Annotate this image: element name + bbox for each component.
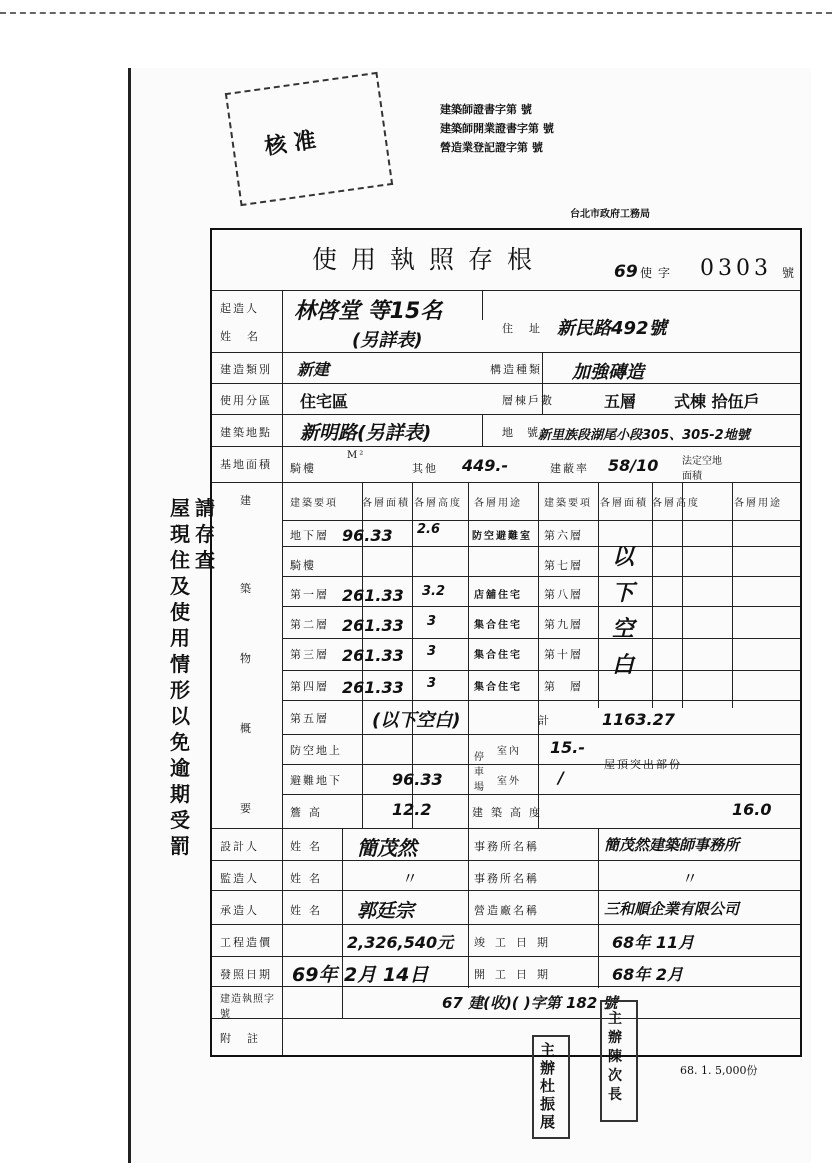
lot-label: 地號	[502, 426, 552, 439]
use-zone-label: 使用分區	[220, 394, 272, 407]
floor1-height: 3.2	[422, 584, 446, 599]
address-value: 新民路492號	[557, 318, 667, 339]
site-label: 建築地點	[220, 426, 272, 439]
permit-stub-form	[210, 228, 802, 1057]
start-label: 開工日期	[474, 968, 558, 981]
col-item-header: 建築要項	[290, 498, 338, 509]
side-note-col1: 請存查	[195, 496, 215, 572]
households-value: 式棟 拾伍戶	[674, 392, 760, 411]
parking-label: 停車場	[474, 752, 484, 793]
owner-label: 起造人	[220, 302, 259, 315]
floor8-label: 第八層	[544, 588, 583, 601]
building-label-2: 築	[240, 582, 253, 595]
contractor-name-label: 姓名	[290, 904, 328, 917]
arcade-label: 騎樓	[290, 462, 316, 475]
floor3-use: 集合住宅	[474, 650, 522, 661]
basement-height: 2.6	[417, 522, 441, 537]
structure-type-label: 構造種類	[490, 363, 542, 376]
finish-value: 68年 11月	[612, 933, 695, 952]
floor2-label: 第二層	[290, 618, 329, 631]
officer-stamp-right	[600, 1000, 638, 1122]
coverage-label: 建蔽率	[550, 462, 589, 475]
designer-name-label: 姓名	[290, 840, 328, 853]
basement-use: 防空避難室	[472, 531, 532, 542]
floor2-height: 3	[427, 614, 437, 629]
contractor-value: 郭廷宗	[357, 900, 415, 922]
year-value: 69	[614, 262, 638, 282]
basement-area: 96.33	[342, 526, 393, 545]
floor7-label: 第七層	[544, 559, 583, 572]
approval-stamp-text: 核 准	[262, 127, 318, 161]
parking-outdoor-value: /	[558, 768, 564, 787]
start-value: 68年 2月	[612, 965, 683, 984]
supervisor-office-value: 〃	[682, 869, 699, 888]
floors-households-label: 層棟戶數	[502, 394, 554, 407]
form-title: 使用執照存根	[312, 245, 547, 274]
col-area-header-2: 各層面積	[600, 498, 648, 509]
name-label: 姓名	[220, 330, 274, 343]
building-height-value: 16.0	[732, 800, 772, 819]
shelter-label: 防空地上	[290, 744, 342, 757]
floor2-use: 集合住宅	[474, 620, 522, 631]
col-use-header: 各層用途	[474, 498, 522, 509]
approval-stamp	[225, 72, 393, 206]
designer-value: 簡茂然	[357, 836, 417, 860]
bureau-stamp: 台北市政府工務局	[570, 209, 650, 220]
floor1-label: 第一層	[290, 588, 329, 601]
arcade-row-label: 騎樓	[290, 559, 316, 572]
floor4-area: 261.33	[342, 678, 404, 697]
coverage-value: 58/10	[608, 456, 659, 475]
total-label: 計	[538, 714, 551, 727]
floor6-label: 第六層	[544, 529, 583, 542]
owner-value: 林啓堂 等15名	[294, 299, 443, 324]
floor10-label: 第十層	[544, 648, 583, 661]
supervisor-label: 監造人	[220, 872, 259, 885]
cost-label: 工程造價	[220, 936, 272, 949]
floor4-use: 集合住宅	[474, 682, 522, 693]
floor5-label: 第五層	[290, 712, 329, 725]
building-label-3: 物	[240, 652, 253, 665]
col-height-header: 各層高度	[414, 498, 462, 509]
site-area-label: 基地面積	[220, 458, 272, 471]
issue-value: 69年 2月 14日	[292, 964, 429, 986]
issue-label: 發照日期	[220, 968, 272, 981]
total-value: 1163.27	[602, 710, 675, 729]
officer-stamp-right-text: 主辦 陳次長	[608, 1011, 622, 1103]
category-value: 新建	[297, 360, 330, 379]
finish-label: 竣工日期	[474, 936, 558, 949]
eaves-value: 12.2	[392, 800, 432, 819]
floor1-use: 店舖住宅	[474, 590, 522, 601]
eaves-label: 簷高	[290, 806, 328, 819]
registration-line-3: 營造業登記證字第 號	[440, 141, 543, 154]
m2-unit-1: M²	[347, 450, 366, 461]
building-label-4: 概	[240, 722, 253, 735]
floor5-note: (以下空白)	[372, 710, 461, 731]
floor4-label: 第四層	[290, 680, 329, 693]
roof-label: 屋頂突出部份	[604, 758, 682, 771]
floor1-area: 261.33	[342, 586, 404, 605]
col-area-header: 各層面積	[362, 498, 410, 509]
number-suffix: 號	[782, 266, 795, 280]
designer-label: 設計人	[220, 840, 259, 853]
floor-n-label: 第 層	[544, 680, 583, 693]
use-zone-value: 住宅區	[300, 392, 349, 411]
floor2-area: 261.33	[342, 616, 404, 635]
floor3-label: 第三層	[290, 648, 329, 661]
building-label-1: 建	[240, 494, 253, 507]
supervisor-office-label: 事務所名稱	[474, 872, 539, 885]
floors-value: 五層	[604, 392, 637, 411]
supervisor-value: 〃	[402, 869, 419, 888]
registration-stamp	[440, 100, 710, 157]
permit-no-value: 67 建(收)( )字第 182 號	[442, 994, 618, 1012]
refuge-label: 避難地下	[290, 774, 342, 787]
supervisor-name-label: 姓名	[290, 872, 328, 885]
cost-value: 2,326,540元	[347, 933, 454, 952]
other-area-value: 449.-	[462, 456, 509, 475]
col-item-header-2: 建築要項	[544, 498, 592, 509]
contractor-label: 承造人	[220, 904, 259, 917]
floor9-label: 第九層	[544, 618, 583, 631]
designer-office-label: 事務所名稱	[474, 840, 539, 853]
lot-value: 新里族段湖尾小段305、305-2地號	[538, 428, 750, 443]
legal-open-label: 法定空地面積	[682, 456, 722, 482]
permit-no-label: 建造執照字號	[220, 994, 275, 1020]
basement-label: 地下層	[290, 529, 329, 542]
officer-stamp-left	[532, 1035, 570, 1139]
category-label: 建造類別	[220, 363, 272, 376]
officer-stamp-left-text: 主辦 杜振展	[540, 1041, 556, 1131]
registration-line-1: 建築師證書字第 號	[440, 103, 532, 116]
footer-print-code: 68. 1. 5,000份	[680, 1064, 758, 1077]
contractor-company-label: 營造廠名稱	[474, 904, 539, 917]
other-label: 其他	[412, 462, 438, 475]
indoor-label: 室內	[497, 746, 521, 757]
contractor-company-value: 三和順企業有限公司	[604, 900, 740, 918]
parking-indoor-value: 15.-	[550, 738, 585, 757]
permit-number: 0303	[700, 256, 772, 281]
upper-floors-note: 以下空白	[612, 545, 635, 678]
year-suffix: 使字	[640, 266, 677, 280]
floor4-height: 3	[427, 676, 437, 691]
remarks-label: 附註	[220, 1032, 274, 1045]
building-label-5: 要	[240, 802, 253, 815]
designer-office-value: 簡茂然建築師事務所	[604, 836, 740, 854]
col-height-header-2: 各層高度	[652, 498, 700, 509]
col-use-header-2: 各層用途	[734, 498, 782, 509]
refuge-area: 96.33	[392, 770, 443, 789]
floor3-height: 3	[427, 644, 437, 659]
owner-note-value: (另詳表)	[352, 330, 423, 351]
site-value: 新明路(另詳表)	[300, 422, 432, 444]
side-note-col2: 屋現住及使用情形以免逾期受罰	[170, 496, 190, 858]
address-label: 住址	[502, 322, 556, 335]
floor3-area: 261.33	[342, 646, 404, 665]
structure-type-value: 加強磚造	[572, 362, 644, 383]
outdoor-label: 室外	[497, 776, 521, 787]
scan-top-edge	[0, 12, 832, 14]
registration-line-2: 建築師開業證書字第 號	[440, 122, 554, 135]
building-height-label: 建築高度	[472, 806, 548, 819]
